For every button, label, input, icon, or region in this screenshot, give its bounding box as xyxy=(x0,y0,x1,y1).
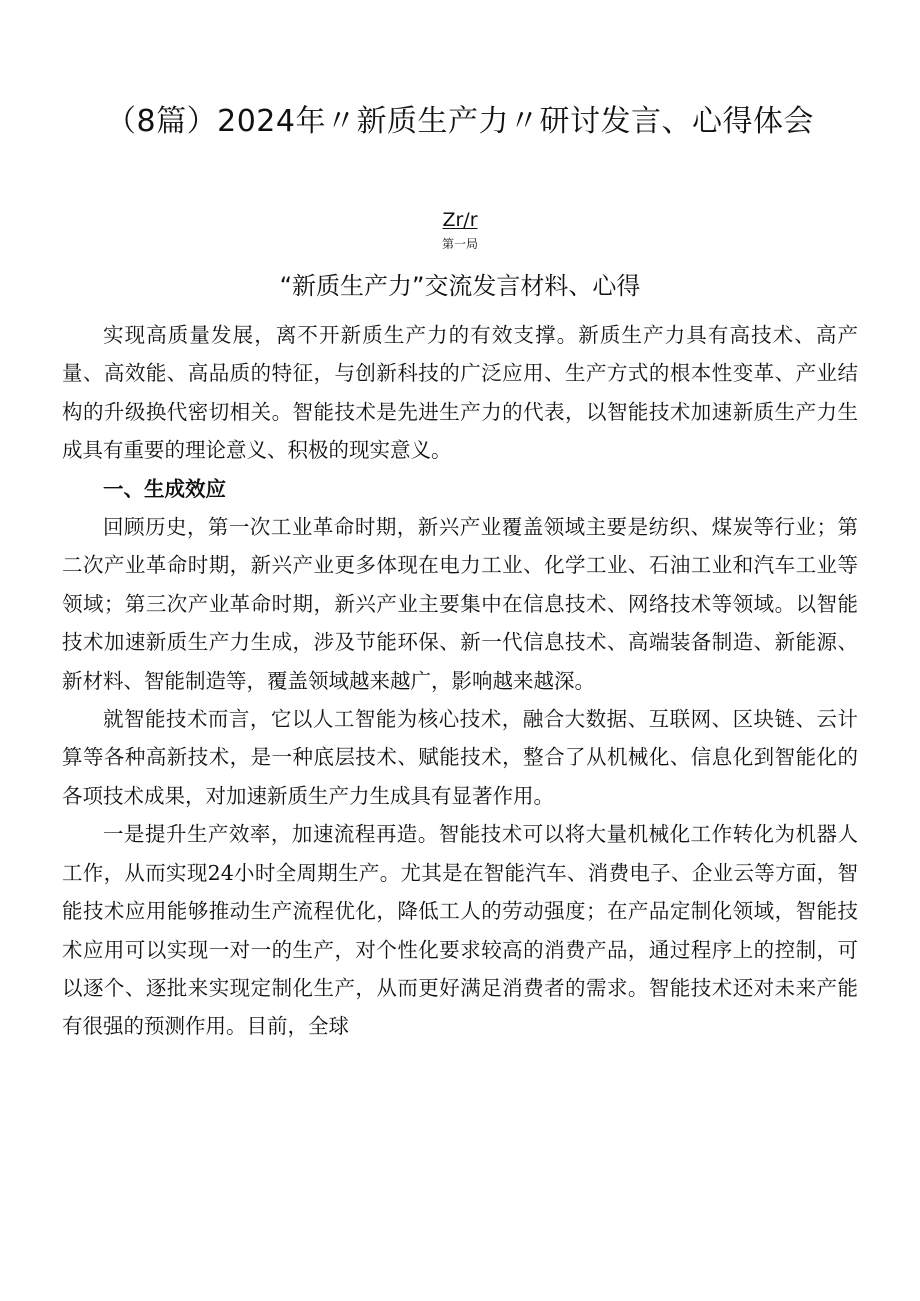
heading-generation-effect: 一、生成效应 xyxy=(103,476,226,501)
chapter-label: 第一局 xyxy=(441,237,478,251)
document-title: （8篇）2024年〃新质生产力〃研讨发言、心得体会 xyxy=(106,104,814,139)
document-body xyxy=(62,316,858,1046)
paragraph-efficiency: 一是提升生产效率，加速流程再造。智能技术可以将大量机械化工作转化为机器人工作，从而实现24小时全周期生产。尤其是在智能汽车、消费电子、企业云等方面，智能技术应用能够推动生产流程优化，降低工人的劳动强度；在产品定制化领域，智能技术应用可以实现一对一的生产，对个性化要求较高的消费产品，通过程序上的控制，可以逐个、逐批来实现定制化生产，从而更好满足消费者的需求。智能技术还对未来产能有很强的预测作用。目前，全球 xyxy=(62,822,858,1039)
paragraph-intro: 实现高质量发展，离不开新质生产力的有效支撑。新质生产力具有高技术、高产量、高效能、高品质的特征，与创新科技的广泛应用、生产方式的根本性变革、产业结构的升级换代密切相关。智能技术是先进生产力的代表，以智能技术加速新质生产力生成具有重要的理论意义、积极的现实意义。 xyxy=(62,323,858,463)
section-title: “新质生产力”交流发言材料、心得 xyxy=(279,272,641,300)
chapter-mark: Zr/r xyxy=(442,209,478,231)
paragraph-history: 回顾历史，第一次工业革命时期，新兴产业覆盖领域主要是纺织、煤炭等行业；第二次产业革命时期，新兴产业更多体现在电力工业、化学工业、石油工业和汽车工业等领域；第三次产业革命时期，新兴产业主要集中在信息技术、网络技术等领域。以智能技术加速新质生产力生成，涉及节能环保、新一代信息技术、高端装备制造、新能源、新材料、智能制造等，覆盖领域越来越广，影响越来越深。 xyxy=(62,515,858,693)
paragraph-intelligent-tech: 就智能技术而言，它以人工智能为核心技术，融合大数据、互联网、区块链、云计算等各种高新技术，是一种底层技术、赋能技术，整合了从机械化、信息化到智能化的各项技术成果，对加速新质生产力生成具有显著作用。 xyxy=(62,707,858,808)
